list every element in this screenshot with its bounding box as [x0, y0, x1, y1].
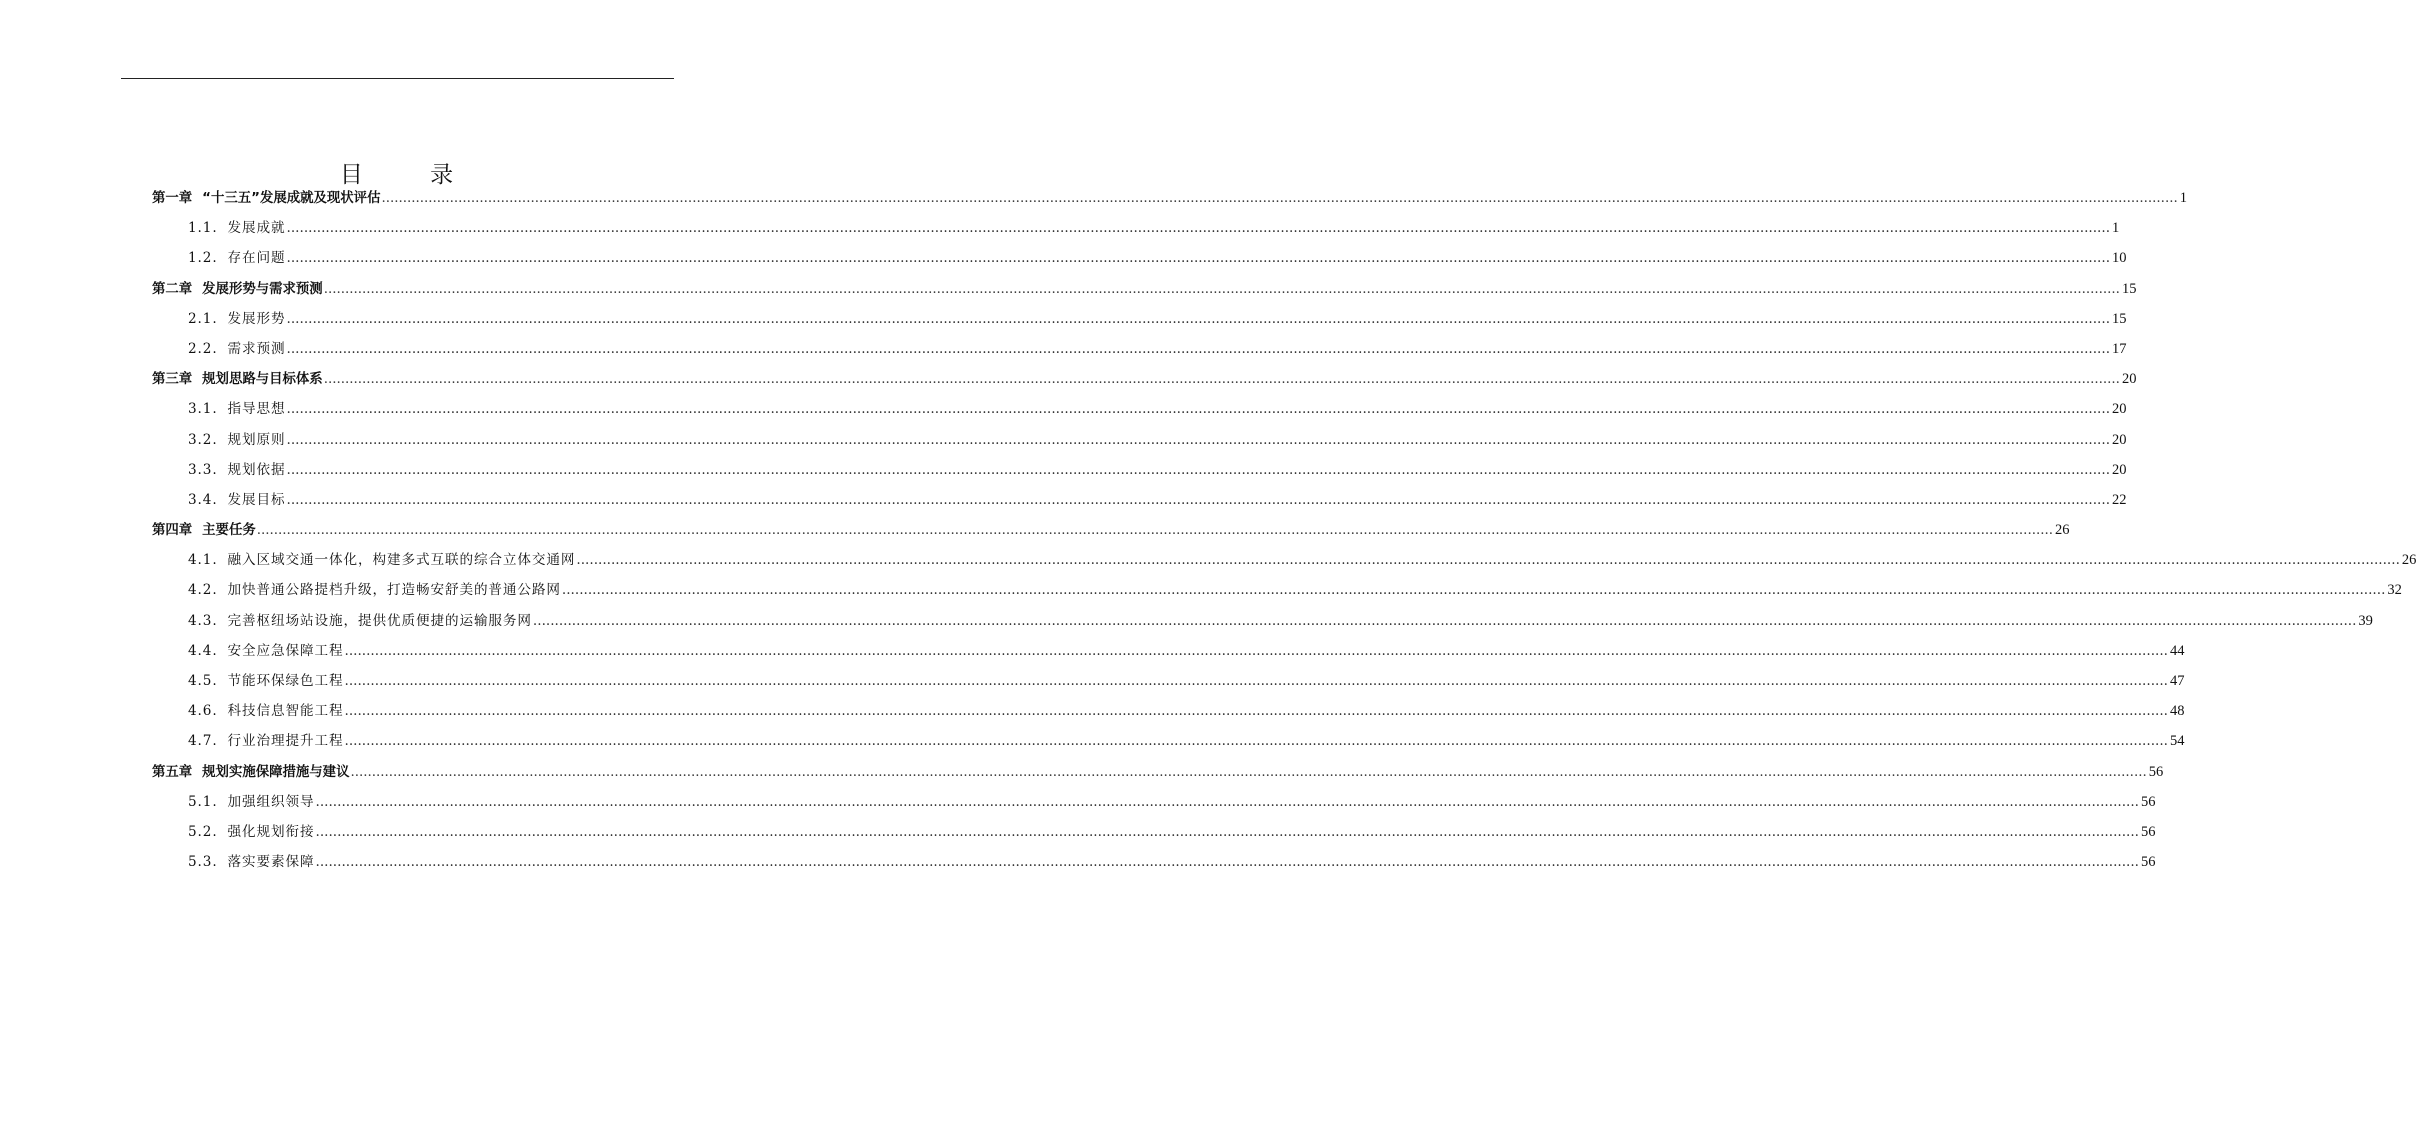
toc-entry-number: 第四章	[152, 523, 193, 539]
toc-entry-title: 加快普通公路提档升级，打造畅安舒美的普通公路网	[227, 582, 561, 599]
toc-page-number: 44	[2170, 642, 2185, 659]
toc-page-number: 39	[2358, 612, 2373, 629]
toc-page-number: 15	[2112, 310, 2127, 327]
toc-entry-title: 行业治理提升工程	[227, 733, 344, 750]
toc-page-number: 10	[2112, 250, 2127, 267]
toc-dot-leader	[345, 636, 2169, 666]
toc-entry-number: 5.3.	[188, 854, 218, 871]
toc-section-entry[interactable]	[152, 394, 2127, 424]
toc-page-number: 20	[2112, 461, 2127, 478]
toc-dot-leader	[287, 334, 2111, 364]
toc-page-number: 20	[2112, 401, 2127, 418]
toc-entry-title: 完善枢纽场站设施，提供优质便捷的运输服务网	[227, 612, 532, 629]
toc-entry-title: 主要任务	[202, 523, 256, 539]
toc-chapter-entry[interactable]	[152, 515, 2070, 545]
toc-entry-number: 第五章	[152, 764, 193, 780]
toc-dot-leader	[287, 243, 2111, 273]
toc-page-number: 32	[2387, 582, 2402, 599]
toc-section-entry[interactable]	[152, 485, 2127, 515]
toc-entry-number: 4.4.	[188, 642, 218, 659]
toc-entry-number: 2.2.	[188, 340, 218, 357]
toc-page-number: 56	[2141, 823, 2156, 840]
toc-entry-title: 加强组织领导	[227, 793, 315, 810]
toc-entry-number: 2.1.	[188, 310, 218, 327]
toc-dot-leader	[345, 666, 2169, 696]
toc-dot-leader	[316, 847, 2140, 877]
toc-page-number: 56	[2141, 793, 2156, 810]
toc-entry-number: 3.1.	[188, 401, 218, 418]
toc-entry-title: 规划思路与目标体系	[202, 372, 323, 388]
toc-entry-number: 3.2.	[188, 431, 218, 448]
toc-dot-leader	[316, 817, 2140, 847]
toc-page-number: 56	[2141, 854, 2156, 871]
toc-page-number: 54	[2170, 733, 2185, 750]
toc-page-number: 17	[2112, 340, 2127, 357]
toc-chapter-entry[interactable]	[152, 757, 2164, 787]
toc-entry-title: 节能环保绿色工程	[227, 673, 344, 689]
toc-entry-number: 3.4.	[188, 491, 218, 508]
toc-dot-leader	[316, 787, 2140, 817]
toc-dot-leader	[287, 425, 2111, 455]
toc-section-entry[interactable]	[152, 787, 2156, 817]
toc-dot-leader	[533, 606, 2357, 636]
toc-section-entry[interactable]	[152, 696, 2185, 726]
toc-section-entry[interactable]	[152, 847, 2156, 877]
toc-entry-number: 5.1.	[188, 793, 218, 810]
toc-entry-title: 指导思想	[227, 401, 286, 418]
toc-dot-leader	[287, 485, 2111, 515]
toc-section-entry[interactable]	[152, 213, 2120, 243]
toc-dot-leader	[287, 213, 2111, 243]
toc-page-number: 15	[2121, 280, 2137, 297]
toc-chapter-entry[interactable]	[152, 183, 2187, 213]
toc-section-entry[interactable]	[152, 606, 2373, 636]
toc-page-number: 22	[2112, 491, 2127, 508]
toc-entry-title: 发展目标	[227, 491, 286, 508]
toc-chapter-entry[interactable]	[152, 274, 2137, 304]
toc-entry-number: 第三章	[152, 372, 193, 388]
toc-dot-leader	[381, 184, 2177, 214]
toc-dot-leader	[576, 545, 2400, 575]
toc-entry-number: 4.7.	[188, 733, 218, 750]
toc-entry-number: 第一章	[152, 191, 193, 206]
toc-entry-title: “十三五”发展成就及现状评估	[202, 191, 381, 206]
toc-entry-number: 1.2.	[188, 250, 218, 267]
toc-dot-leader	[324, 365, 2120, 395]
toc-entry-title: 落实要素保障	[227, 854, 315, 871]
toc-page-number: 56	[2148, 763, 2164, 780]
toc-section-entry[interactable]	[152, 425, 2127, 455]
toc-section-entry[interactable]	[152, 726, 2185, 756]
toc-dot-leader	[287, 304, 2111, 334]
toc-page-number: 1	[2112, 220, 2120, 237]
toc-dot-leader	[562, 575, 2386, 605]
toc-list	[152, 183, 2416, 877]
toc-entry-title: 发展形势	[227, 310, 286, 327]
toc-dot-leader	[345, 726, 2169, 756]
toc-entry-number: 4.5.	[188, 673, 218, 689]
toc-section-entry[interactable]	[152, 575, 2402, 605]
toc-page-number: 26	[2054, 522, 2070, 539]
toc-dot-leader	[287, 394, 2111, 424]
toc-entry-number: 4.1.	[188, 552, 218, 569]
toc-entry-number: 4.2.	[188, 582, 218, 599]
toc-entry-title: 科技信息智能工程	[227, 703, 344, 720]
toc-entry-title: 安全应急保障工程	[227, 642, 344, 659]
toc-section-entry[interactable]	[152, 545, 2416, 575]
toc-page-number: 20	[2121, 371, 2137, 388]
toc-dot-leader	[345, 696, 2169, 726]
toc-entry-number: 1.1.	[188, 220, 218, 237]
toc-section-entry[interactable]	[152, 636, 2185, 666]
toc-entry-number: 3.3.	[188, 461, 218, 478]
toc-dot-leader	[324, 275, 2120, 305]
toc-section-entry[interactable]	[152, 243, 2127, 273]
toc-page-number: 26	[2401, 552, 2416, 569]
toc-entry-title: 存在问题	[227, 250, 286, 267]
toc-section-entry[interactable]	[152, 304, 2127, 334]
toc-section-entry[interactable]	[152, 334, 2127, 364]
toc-dot-leader	[287, 455, 2111, 485]
toc-section-entry[interactable]	[152, 817, 2156, 847]
toc-page-number: 1	[2179, 190, 2187, 206]
toc-entry-number: 5.2.	[188, 823, 218, 840]
toc-section-entry[interactable]	[152, 455, 2127, 485]
toc-dot-leader	[257, 516, 2053, 546]
toc-entry-number: 4.6.	[188, 703, 218, 720]
toc-chapter-entry[interactable]	[152, 364, 2137, 394]
toc-entry-title: 规划原则	[227, 431, 286, 448]
toc-entry-title: 规划依据	[227, 461, 286, 478]
header-rule	[121, 78, 674, 79]
toc-entry-title: 规划实施保障措施与建议	[202, 764, 350, 780]
toc-page-number: 47	[2170, 673, 2185, 689]
toc-entry-title: 发展成就	[227, 220, 286, 237]
toc-entry-number: 第二章	[152, 281, 193, 297]
toc-title: 目 录	[339, 162, 484, 189]
toc-page-number: 20	[2112, 431, 2127, 448]
toc-dot-leader	[350, 758, 2146, 788]
toc-entry-title: 发展形势与需求预测	[202, 281, 323, 297]
toc-section-entry[interactable]	[152, 666, 2185, 696]
toc-entry-title: 融入区域交通一体化，构建多式互联的综合立体交通网	[227, 552, 576, 569]
toc-page-number: 48	[2170, 703, 2185, 720]
toc-entry-number: 4.3.	[188, 612, 218, 629]
toc-entry-title: 需求预测	[227, 340, 286, 357]
toc-entry-title: 强化规划衔接	[227, 823, 315, 840]
